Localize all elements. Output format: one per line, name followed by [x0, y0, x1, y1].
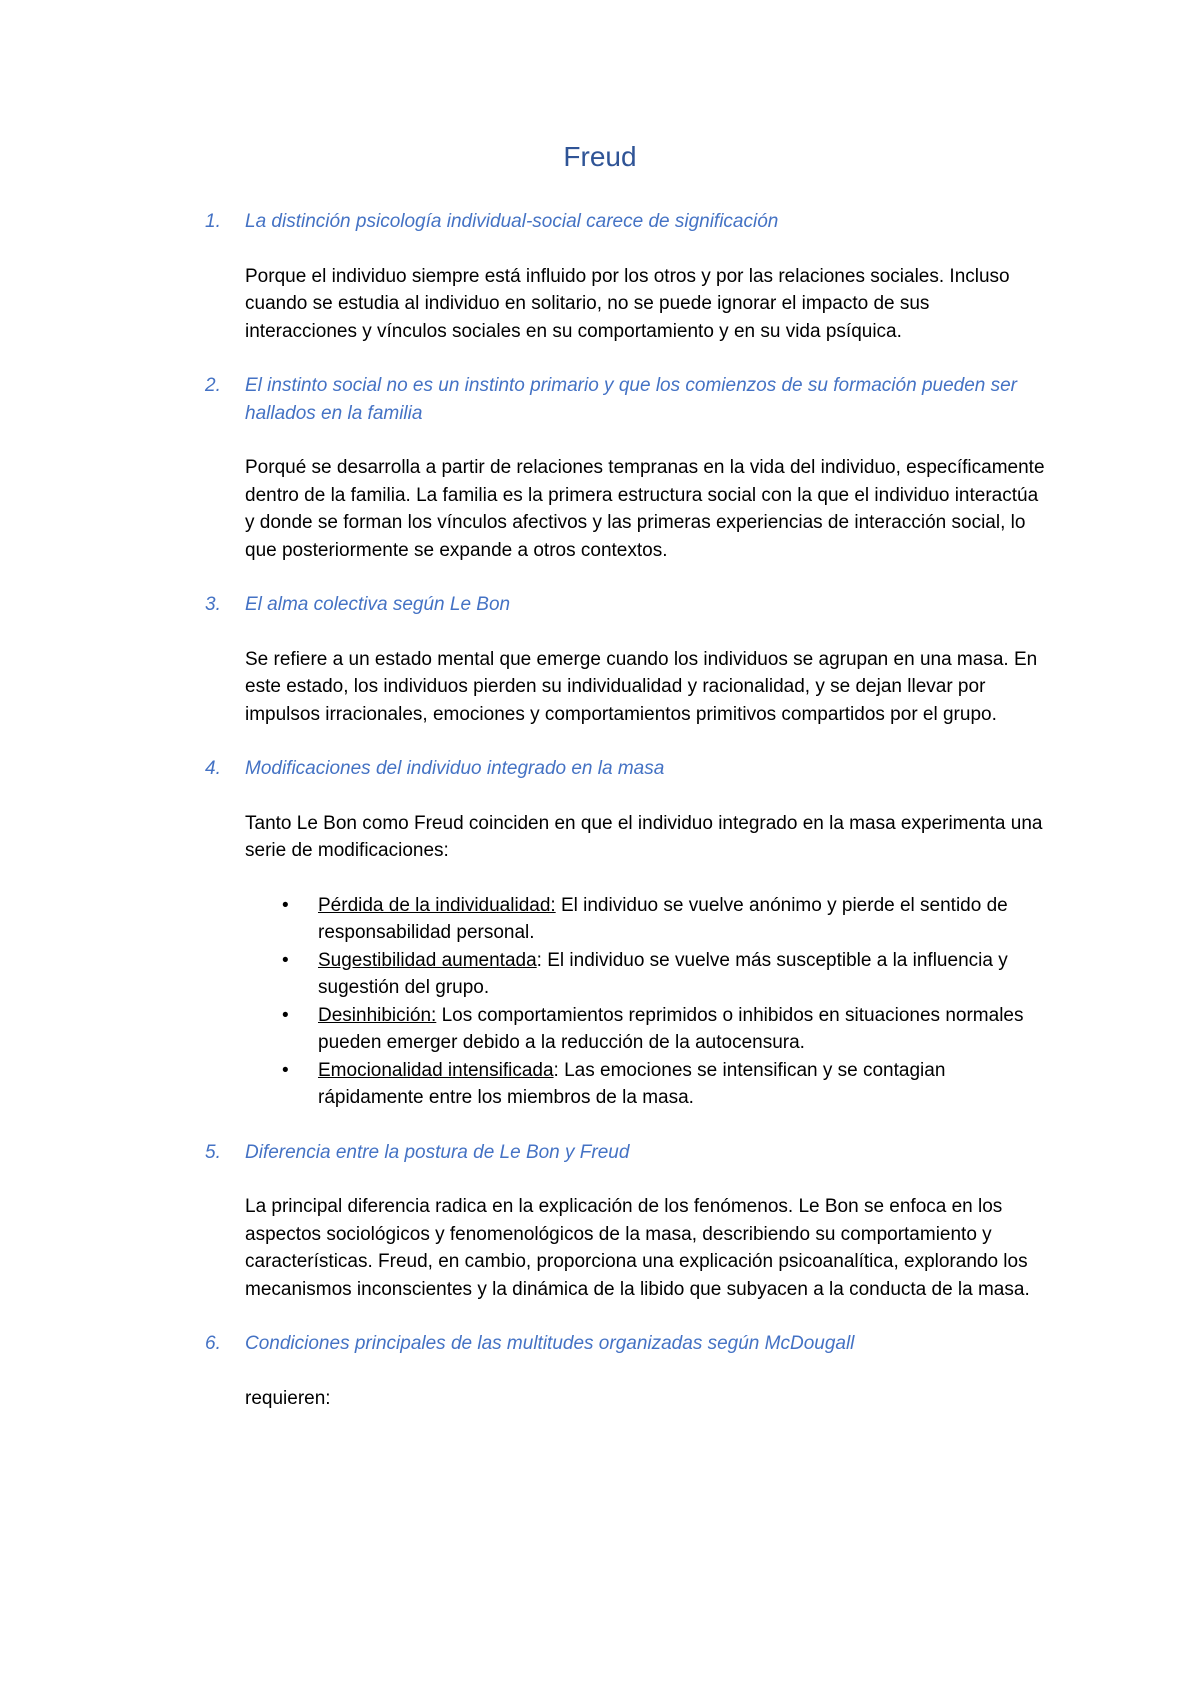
- question-number: 2.: [205, 375, 221, 396]
- list-item-text: Los comportamientos reprimidos o inhibidos en situaciones normales pueden emerger debido a la reducción de la autocensura.: [318, 1004, 1024, 1053]
- question-text: Condiciones principales de las multitudes organizadas según McDougall: [245, 1333, 855, 1354]
- question-number: 5.: [205, 1141, 221, 1163]
- list-item-term: Pérdida de la individualidad:: [318, 894, 556, 916]
- list-item-text: : Las emociones se intensifican y se contagian rápidamente entre los miembros de la masa.: [318, 1059, 946, 1108]
- list-item: [205, 1057, 1045, 1112]
- list-item-text: : El individuo se vuelve más susceptible a la influencia y sugestión del grupo.: [318, 949, 1008, 998]
- list-item: [205, 947, 1045, 1002]
- document-body: [205, 208, 1045, 1439]
- list-item: [205, 1002, 1045, 1057]
- answer-paragraph-5: La principal diferencia radica en la explicación de los fenómenos. Le Bon se enfoca en los aspectos sociológicos y fenomenológicos de la masa, describiendo su comportamiento y características. Freud, en cambio, proporciona una explicación psicoanalítica, explorando los mecanismos inconscientes y la dinámica de la libido que subyacen a la conducta de la masa.: [245, 1196, 1030, 1300]
- page-title: Freud: [563, 141, 637, 172]
- question-number: 6.: [205, 1333, 221, 1354]
- answer-paragraph-6: requieren:: [245, 1387, 331, 1409]
- bullet-icon: •: [282, 1059, 289, 1081]
- list-item: [205, 892, 1045, 947]
- modifications-list: [205, 892, 1045, 1112]
- question-number: 3.: [205, 594, 221, 615]
- answer-paragraph-1: Porque el individuo siempre está influido por los otros y por las relaciones sociales. Incluso cuando se estudia al individuo en solitario, no se puede ignorar el impacto de sus interacciones y vínculos sociales en su comportamiento y en su vida psíquica.: [245, 265, 1010, 342]
- question-text: El instinto social no es un instinto primario y que los comienzos de su formación pueden ser hallados en la familia: [245, 375, 1018, 424]
- question-heading-1: [205, 208, 1045, 236]
- question-heading-5: [205, 1139, 1045, 1167]
- question-heading-6: [205, 1330, 1045, 1358]
- question-heading-2: [205, 372, 1045, 427]
- list-item-term: Desinhibición:: [318, 1004, 437, 1026]
- answer-paragraph-2: Porqué se desarrolla a partir de relaciones tempranas en la vida del individuo, específicamente dentro de la familia. La familia es la primera estructura social con la que el individuo interactúa y donde se forman los vínculos afectivos y las primeras experiencias de interacción social, lo que posteriormente se expande a otros contextos.: [245, 457, 1045, 561]
- question-number: 4.: [205, 758, 221, 779]
- question-heading-4: [205, 755, 1045, 783]
- list-item-term: Emocionalidad intensificada: [318, 1059, 554, 1081]
- answer-paragraph-3: Se refiere a un estado mental que emerge cuando los individuos se agrupan en una masa. En este estado, los individuos pierden su individualidad y racionalidad, y se dejan llevar por impulsos irracionales, emociones y comportamientos primitivos compartidos por el grupo.: [245, 648, 1038, 725]
- answer-paragraph-4: Tanto Le Bon como Freud coinciden en que el individuo integrado en la masa experimenta una serie de modificaciones:: [245, 812, 1043, 861]
- question-number: 1.: [205, 211, 221, 232]
- question-text: Diferencia entre la postura de Le Bon y Freud: [245, 1141, 630, 1163]
- bullet-icon: •: [282, 949, 289, 971]
- bullet-icon: •: [282, 1004, 289, 1026]
- question-heading-3: [205, 591, 1045, 619]
- question-text: La distinción psicología individual-social carece de significación: [245, 211, 779, 232]
- bullet-icon: •: [282, 894, 289, 916]
- list-item-text: El individuo se vuelve anónimo y pierde el sentido de responsabilidad personal.: [318, 894, 1008, 943]
- question-text: Modificaciones del individuo integrado en la masa: [245, 758, 665, 779]
- question-text: El alma colectiva según Le Bon: [245, 594, 511, 615]
- list-item-term: Sugestibilidad aumentada: [318, 949, 537, 971]
